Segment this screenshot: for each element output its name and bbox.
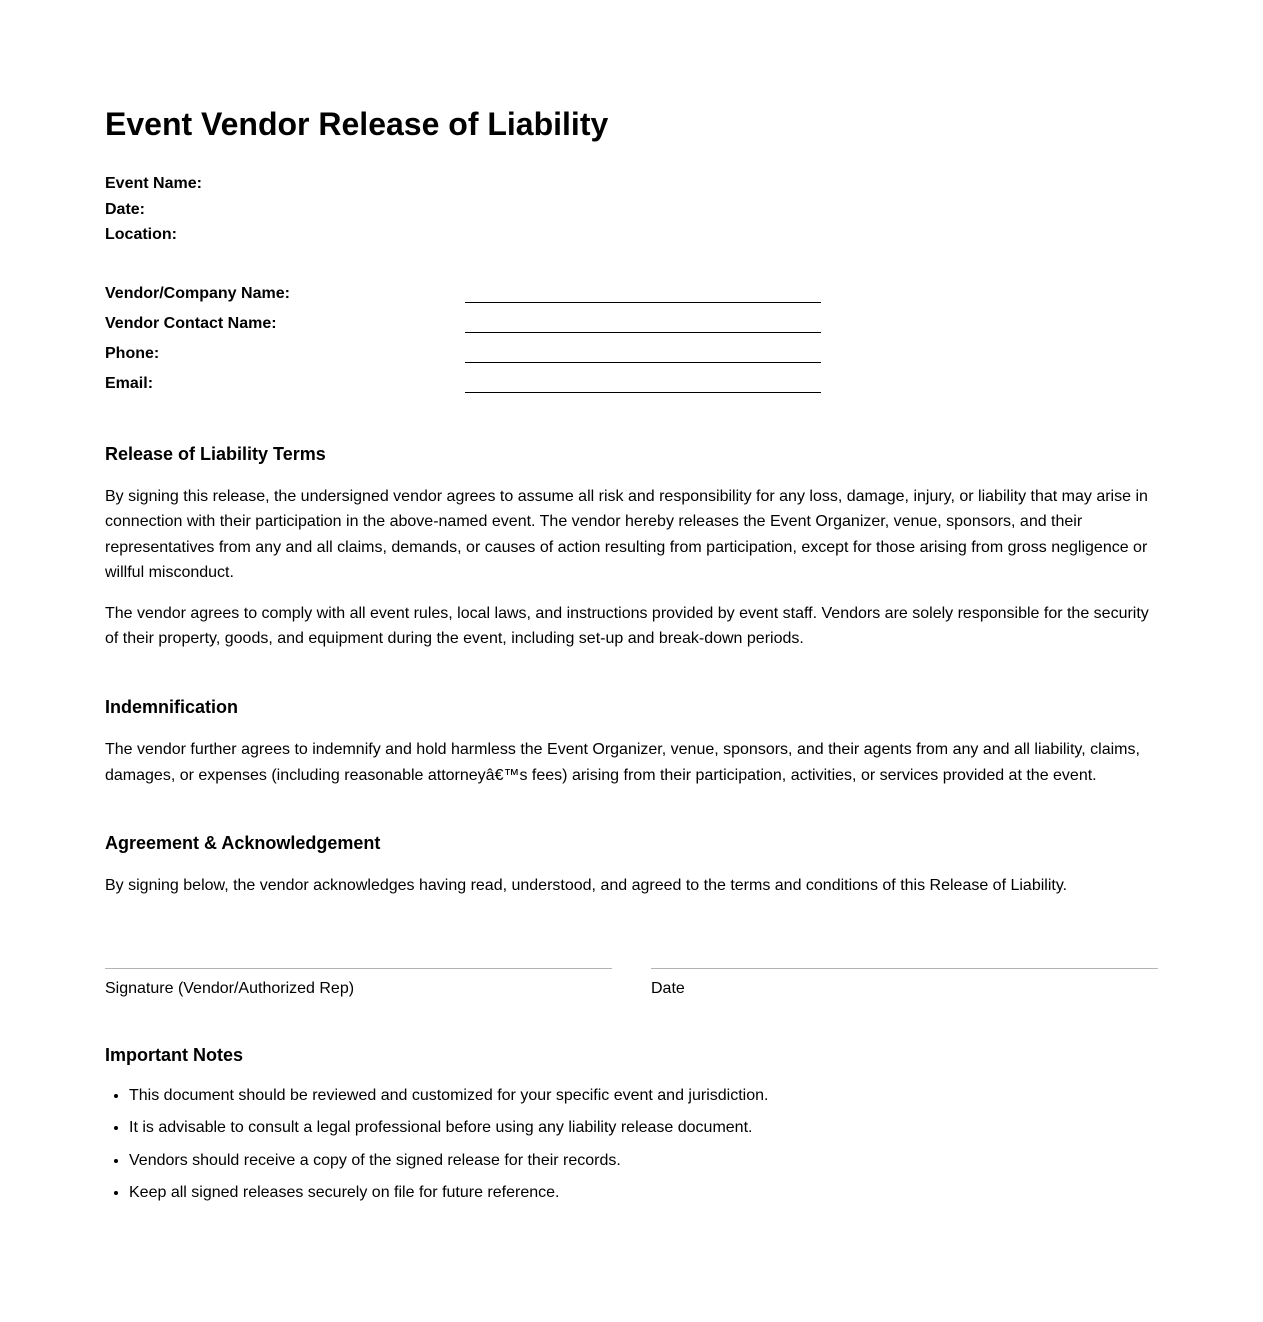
signature-date-column bbox=[651, 968, 1158, 999]
agreement-paragraph: By signing below, the vendor acknowledges having read, understood, and agreed to the terms and conditions of this Release of Liability. bbox=[105, 877, 1068, 895]
indemnification-section bbox=[105, 695, 1158, 788]
vendor-email-blank-line[interactable] bbox=[465, 372, 821, 393]
vendor-email-row bbox=[105, 364, 1158, 394]
notes-list-item: • Keep all signed releases securely on file for future reference. bbox=[129, 1183, 1158, 1203]
event-date-label: Date: bbox=[105, 200, 146, 218]
terms-paragraph-2: The vendor agrees to comply with all event rules, local laws, and instructions provided by event staff. Vendors are solely responsible for the security of their property, goods, and equipment during the event, including set-up and break-down periods. bbox=[105, 604, 1149, 648]
event-info-block bbox=[105, 171, 1158, 248]
notes-list-item: • This document should be reviewed and customized for your specific event and jurisdiction. bbox=[129, 1086, 1158, 1106]
signature-column bbox=[105, 968, 612, 999]
terms-section bbox=[105, 442, 1158, 653]
indemnification-paragraph: The vendor further agrees to indemnify and hold harmless the Event Organizer, venue, sponsors, and their agents from any and all liability, claims, damages, or expenses (including reasonable attorneyâ€™s fees) arising from their participation, activities, or services provided at the event. bbox=[105, 741, 1140, 784]
terms-paragraph-1: By signing this release, the undersigned vendor agrees to assume all risk and responsibility for any loss, damage, injury, or liability that may arise in connection with their participation in the above-named event. The vendor hereby releases the Event Organizer, venue, sponsors, and their representatives from any and all claims, demands, or causes of action resulting from participation, except for those arising from gross negligence or willful misconduct. bbox=[105, 487, 1148, 582]
vendor-fields bbox=[105, 274, 1158, 394]
agreement-section bbox=[105, 831, 1158, 899]
event-name-label: Event Name: bbox=[105, 175, 202, 192]
vendor-company-blank-line[interactable] bbox=[465, 282, 821, 303]
agreement-heading: Agreement & Acknowledgement bbox=[105, 833, 381, 854]
notes-list bbox=[105, 1086, 1158, 1204]
vendor-phone-label: Phone: bbox=[105, 344, 160, 362]
vendor-contact-row bbox=[105, 304, 1158, 334]
vendor-contact-blank-line[interactable] bbox=[465, 312, 821, 333]
signature-date-line[interactable] bbox=[651, 968, 1158, 969]
event-location-label: Location: bbox=[105, 226, 177, 243]
notes-list-item: • Vendors should receive a copy of the signed release for their records. bbox=[129, 1151, 1158, 1171]
indemnification-heading: Indemnification bbox=[105, 697, 239, 718]
notes-section bbox=[105, 1043, 1158, 1204]
vendor-company-row bbox=[105, 274, 1158, 304]
vendor-phone-row bbox=[105, 334, 1158, 364]
vendor-email-label: Email: bbox=[105, 374, 154, 392]
vendor-contact-label: Vendor Contact Name: bbox=[105, 314, 277, 332]
vendor-company-label: Vendor/Company Name: bbox=[105, 284, 290, 302]
terms-heading: Release of Liability Terms bbox=[105, 443, 326, 464]
notes-heading: Important Notes bbox=[105, 1044, 244, 1065]
document-title: Event Vendor Release of Liability bbox=[105, 106, 609, 142]
notes-list-item: • It is advisable to consult a legal professional before using any liability release document. bbox=[129, 1118, 1158, 1138]
signature-block bbox=[105, 968, 1158, 999]
vendor-phone-blank-line[interactable] bbox=[465, 342, 821, 363]
signature-line[interactable] bbox=[105, 968, 612, 969]
signature-date-label: Date bbox=[651, 979, 685, 997]
signature-label: Signature (Vendor/Authorized Rep) bbox=[105, 979, 355, 997]
